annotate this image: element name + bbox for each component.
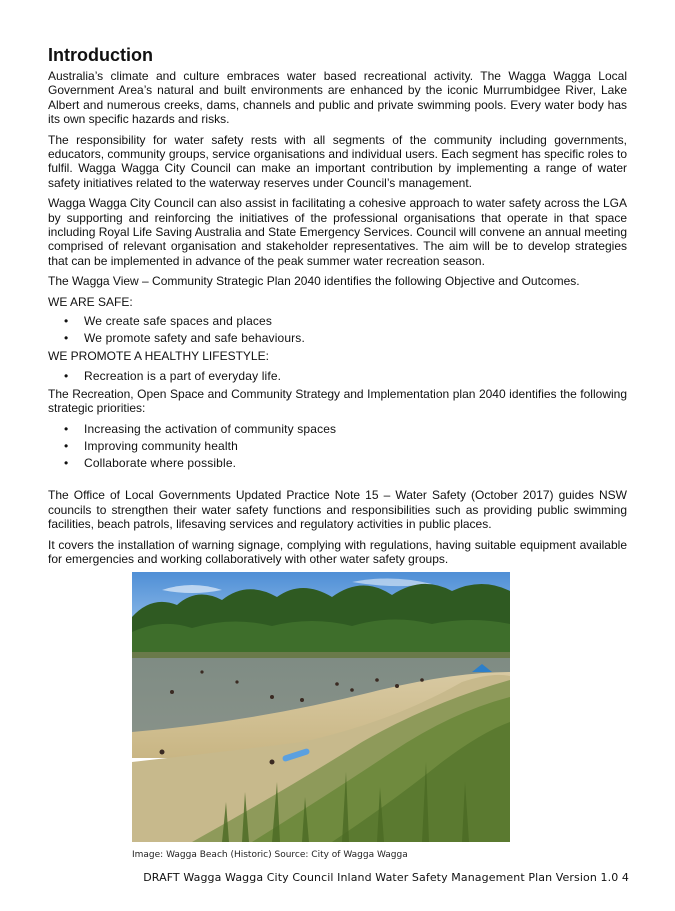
paragraph-4: The Wagga View – Community Strategic Plan 2040 identifies the following Objective and Outcomes. [48, 274, 580, 289]
image-caption: Image: Wagga Beach (Historic) Source: City of Wagga Wagga [132, 850, 408, 860]
paragraph-1: Australia’s climate and culture embraces water based recreational activity. The Wagga Wagga Local Government Area’s natural and built environments are enhanced by the iconic Murrumbidgee River, Lake Albert and numerous creeks, dams, channels and public and private swimming pools. Every water body has its own specific hazards and risks. [48, 69, 627, 127]
paragraph-5: The Recreation, Open Space and Community Strategy and Implementation plan 2040 identifies the following strategic priorities: [48, 386, 627, 415]
list-item: • Increasing the activation of community spaces [84, 421, 627, 438]
paragraph-6: The Office of Local Governments Updated Practice Note 15 – Water Safety (October 2017) guides NSW councils to strengthen their water safety functions and responsibilities such as providing public swimming facilities, beach patrols, lifesaving services and regulatory activities in public places. [48, 488, 627, 532]
list-item: • We create safe spaces and places [84, 313, 627, 330]
list-item: • Collaborate where possible. [84, 455, 627, 472]
list-item: • Recreation is a part of everyday life. [84, 368, 627, 385]
paragraph-3: Wagga Wagga City Council can also assist in facilitating a cohesive approach to water safety across the LGA by supporting and reinforcing the initiatives of the professional organisations that operate in that space including Royal Life Saving Australia and State Emergency Services. Council will convene an annual meeting comprised of relevant organisation and stakeholder representatives. The aim will be to develop strategies that can be implemented in advance of the peak summer water recreation season. [48, 196, 627, 268]
document-body [48, 44, 627, 572]
page-footer: DRAFT Wagga Wagga City Council Inland Water Safety Management Plan Version 1.0 4 [143, 871, 629, 884]
page-title: Introduction [48, 45, 153, 65]
healthy-lifestyle-heading: WE PROMOTE A HEALTHY LIFESTYLE: [48, 349, 269, 364]
paragraph-7: It covers the installation of warning signage, complying with regulations, having suitable equipment available for emergencies and working collaboratively with other water safety groups. [48, 537, 627, 566]
safe-list [48, 313, 627, 347]
priorities-list [48, 421, 627, 472]
list-item: • We promote safety and safe behaviours. [84, 330, 627, 347]
lifestyle-list [48, 368, 627, 385]
we-are-safe-heading: WE ARE SAFE: [48, 294, 133, 309]
paragraph-2: The responsibility for water safety rests with all segments of the community including governments, educators, community groups, service organisations and individual users. Each segment has specific roles to fulfil. Wagga Wagga City Council can make an important contribution by implementing a range of water safety initiatives related to the waterway reserves under Council’s management. [48, 132, 627, 190]
wagga-beach-photo [132, 572, 510, 842]
list-item: • Improving community health [84, 438, 627, 455]
